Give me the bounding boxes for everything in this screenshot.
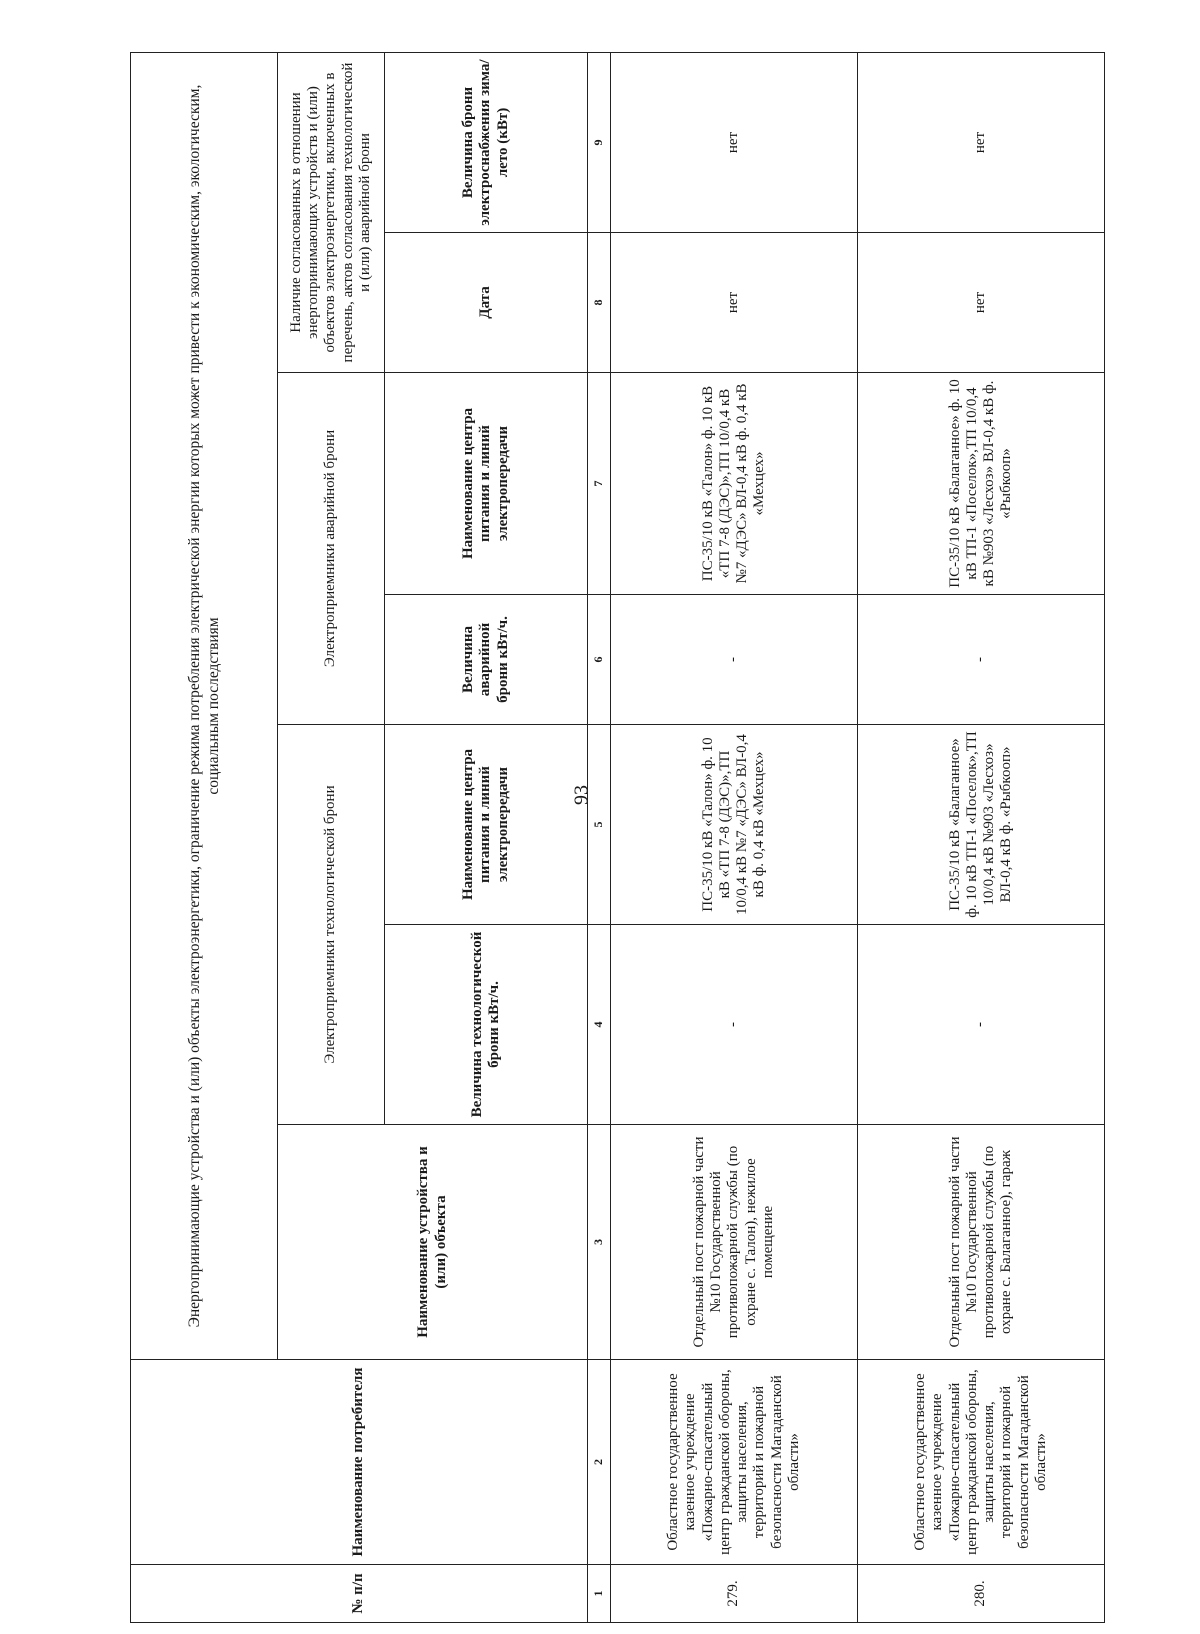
header-tech-center: Наименование центра питания и линий электропередачи bbox=[385, 725, 588, 925]
row-tech-value: - bbox=[611, 925, 858, 1125]
document-sheet bbox=[130, 53, 1076, 1623]
column-numbers-row bbox=[588, 53, 611, 1623]
row-tech-value: - bbox=[858, 925, 1105, 1125]
column-number: 1 bbox=[588, 1565, 611, 1623]
column-number: 9 bbox=[588, 53, 611, 233]
row-tech-center: ПС-35/10 кВ «Талон» ф. 10 кВ «ТП 7-8 (ДЭС)»,ТП 10/0,4 кВ №7 «ДЭС» ВЛ-0,4 кВ ф. 0,4 кВ «Мехцех» bbox=[611, 725, 858, 925]
header-reserve: Величина брони электроснабжения зима/лето (кВт) bbox=[385, 53, 588, 233]
header-emerg-group: Электроприемники аварийной брони bbox=[278, 373, 385, 725]
row-emerg-center: ПС-35/10 кВ «Талон» ф. 10 кВ «ТП 7-8 (ДЭС)»,ТП 10/0,4 кВ №7 «ДЭС» ВЛ-0,4 кВ ф. 0,4 кВ «Мехцех» bbox=[611, 373, 858, 595]
row-consumer: Областное государственное казенное учреждение «Пожарно-спасательный центр гражданской обороны, защиты населения, территорий и пожарной безопасности Магаданской области» bbox=[611, 1360, 858, 1565]
row-emerg-value: - bbox=[611, 595, 858, 725]
header-emerg-center: Наименование центра питания и линий электропередачи bbox=[385, 373, 588, 595]
column-number: 4 bbox=[588, 925, 611, 1125]
table-row bbox=[858, 53, 1105, 1623]
header-consumer: Наименование потребителя bbox=[131, 1360, 588, 1565]
row-number: 279. bbox=[611, 1565, 858, 1623]
header-number: № п/п bbox=[131, 1565, 588, 1623]
row-number: 280. bbox=[858, 1565, 1105, 1623]
row-consumer: Областное государственное казенное учреждение «Пожарно-спасательный центр гражданской обороны, защиты населения, территорий и пожарной безопасности Магаданской области» bbox=[858, 1360, 1105, 1565]
column-number: 3 bbox=[588, 1125, 611, 1360]
register-table bbox=[130, 52, 1105, 1623]
column-number: 5 bbox=[588, 725, 611, 925]
table-row bbox=[611, 53, 858, 1623]
row-reserve: нет bbox=[858, 53, 1105, 233]
row-date: нет bbox=[858, 233, 1105, 373]
row-reserve: нет bbox=[611, 53, 858, 233]
column-number: 6 bbox=[588, 595, 611, 725]
column-number: 7 bbox=[588, 373, 611, 595]
row-emerg-value: - bbox=[858, 595, 1105, 725]
header-acts-group: Наличие согласованных в отношении энергопринимающих устройств и (или) объектов электроэнергетики, включенных в перечень, актов согласования технологической и (или) аварийной брони bbox=[278, 53, 385, 373]
header-emerg-value: Величина аварийной брони кВт/ч. bbox=[385, 595, 588, 725]
row-object: Отдельный пост пожарной части №10 Государственной противопожарной службы (по охране с. Талон), нежилое помещение bbox=[611, 1125, 858, 1360]
header-object: Наименование устройства и (или) объекта bbox=[278, 1125, 588, 1360]
row-date: нет bbox=[611, 233, 858, 373]
column-number: 2 bbox=[588, 1360, 611, 1565]
row-tech-center: ПС-35/10 кВ «Балаганное» ф. 10 кВ ТП-1 «Поселок»,ТП 10/0,4 кВ №903 «Лесхоз» ВЛ-0,4 кВ ф. «Рыбкооп» bbox=[858, 725, 1105, 925]
row-object: Отдельный пост пожарной части №10 Государственной противопожарной службы (по охране с. Балаганное), гараж bbox=[858, 1125, 1105, 1360]
column-number: 8 bbox=[588, 233, 611, 373]
header-tech-group: Электроприемники технологической брони bbox=[278, 725, 385, 1125]
header-date: Дата bbox=[385, 233, 588, 373]
page-number: 93 bbox=[570, 785, 593, 805]
table-title: Энергопринимающие устройства и (или) объекты электроэнергетики, ограничение режима потребления электрической энергии которых может привести к экономическим, экологическим, социальным последствиям bbox=[131, 53, 278, 1360]
header-tech-value: Величина технологической брони кВт/ч. bbox=[385, 925, 588, 1125]
row-emerg-center: ПС-35/10 кВ «Балаганное» ф. 10 кВ ТП-1 «Поселок»,ТП 10/0,4 кВ №903 «Лесхоз» ВЛ-0,4 кВ ф. «Рыбкооп» bbox=[858, 373, 1105, 595]
